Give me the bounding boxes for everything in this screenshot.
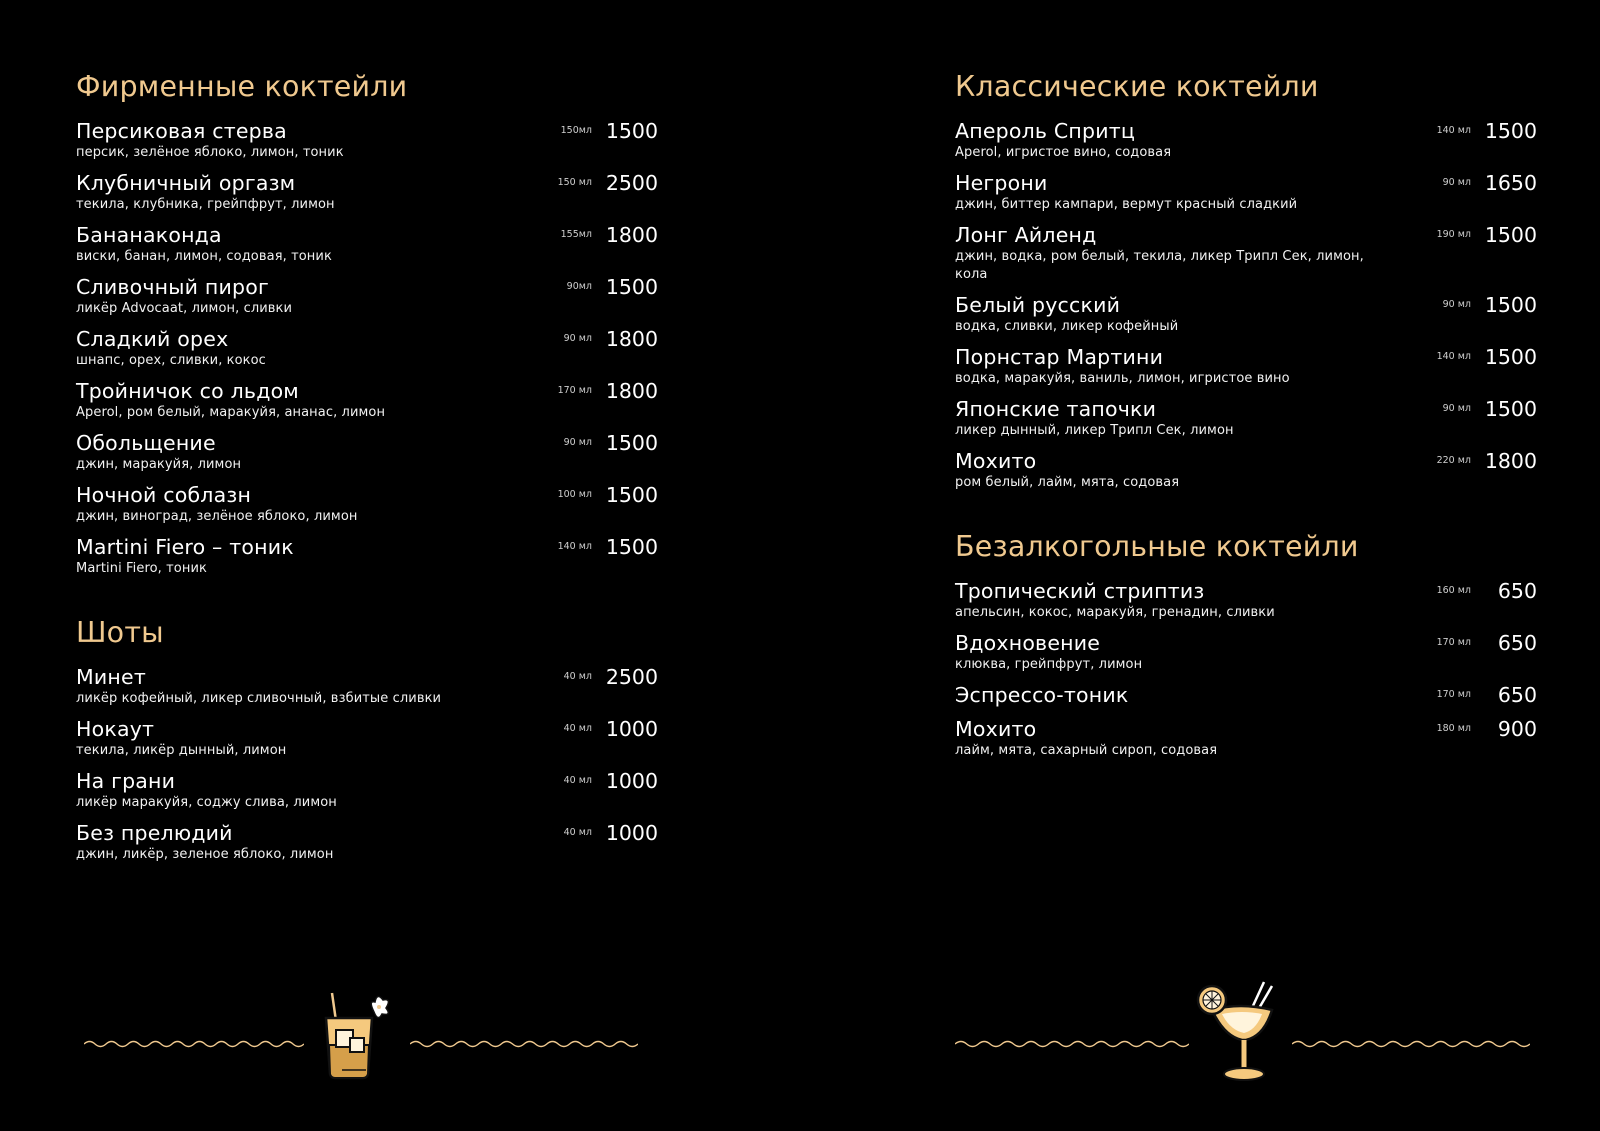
item-ingredients: ликёр маракуйя, соджу слива, лимон <box>76 795 337 811</box>
menu-item <box>955 397 1537 440</box>
menu-item <box>955 631 1537 674</box>
item-volume: 140 мл <box>557 541 592 553</box>
item-ingredients: джин, водка, ром белый, текила, ликер Трипл Сек, лимон, кола <box>955 249 1364 283</box>
item-price: 2500 <box>605 665 658 690</box>
item-ingredients: джин, биттер кампари, вермут красный сладкий <box>955 197 1298 213</box>
item-volume: 40 мл <box>563 775 592 787</box>
section-title-classic: Классические коктейли <box>955 70 1319 103</box>
item-volume: 40 мл <box>563 671 592 683</box>
item-price: 1500 <box>605 483 658 508</box>
item-price: 1800 <box>605 379 658 404</box>
item-volume: 40 мл <box>563 723 592 735</box>
item-ingredients: Martini Fiero, тоник <box>76 561 207 577</box>
item-name: Нокаут <box>76 717 155 742</box>
item-name: Сливочный пирог <box>76 275 269 300</box>
item-volume: 180 мл <box>1436 723 1471 735</box>
item-volume: 100 мл <box>557 489 592 501</box>
left-page <box>76 70 658 873</box>
section-title-signature: Фирменные коктейли <box>76 70 408 103</box>
whiskey-glass-icon <box>322 990 392 1080</box>
item-price: 2500 <box>605 171 658 196</box>
item-price: 900 <box>1497 717 1537 742</box>
item-name: Белый русский <box>955 293 1121 318</box>
item-ingredients: шнапс, орех, сливки, кокос <box>76 353 266 369</box>
item-volume: 90 мл <box>1442 403 1471 415</box>
item-volume: 160 мл <box>1436 585 1471 597</box>
menu-item <box>955 293 1537 336</box>
item-price: 1500 <box>1484 397 1537 422</box>
item-name: Сладкий орех <box>76 327 229 352</box>
item-volume: 170 мл <box>557 385 592 397</box>
item-name: Персиковая стерва <box>76 119 287 144</box>
wave-divider <box>1292 1038 1530 1050</box>
item-ingredients: виски, банан, лимон, содовая, тоник <box>76 249 332 265</box>
item-name: Обольщение <box>76 431 216 456</box>
item-volume: 140 мл <box>1436 351 1471 363</box>
item-name: Лонг Айленд <box>955 223 1097 248</box>
item-name: Вдохновение <box>955 631 1101 656</box>
menu-item <box>955 171 1537 214</box>
item-volume: 220 мл <box>1436 455 1471 467</box>
item-volume: 190 мл <box>1436 229 1471 241</box>
item-name: Негрони <box>955 171 1048 196</box>
item-ingredients: джин, виноград, зелёное яблоко, лимон <box>76 509 358 525</box>
menu-item <box>76 769 658 812</box>
shots-list <box>76 665 658 864</box>
item-ingredients: ликёр кофейный, ликер сливочный, взбитые сливки <box>76 691 442 707</box>
wave-divider <box>410 1038 638 1050</box>
menu-item <box>955 449 1537 492</box>
item-ingredients: персик, зелёное яблоко, лимон, тоник <box>76 145 344 161</box>
classic-list <box>955 119 1537 492</box>
item-name: Ночной соблазн <box>76 483 252 508</box>
item-price: 650 <box>1497 631 1537 656</box>
section-title-nonalcoholic: Безалкогольные коктейли <box>955 530 1359 564</box>
item-price: 1500 <box>1484 223 1537 248</box>
item-name: Без прелюдий <box>76 821 233 846</box>
item-price: 1000 <box>605 769 658 794</box>
menu-item <box>76 821 658 864</box>
item-name: Японские тапочки <box>955 397 1157 422</box>
item-ingredients: ром белый, лайм, мята, содовая <box>955 475 1180 491</box>
item-ingredients: апельсин, кокос, маракуйя, гренадин, сливки <box>955 605 1275 621</box>
section-title-shots: Шоты <box>76 616 164 650</box>
item-price: 1000 <box>605 717 658 742</box>
item-name: Мохито <box>955 449 1037 474</box>
menu-item <box>955 717 1537 760</box>
menu-item <box>76 483 658 526</box>
item-name: Порнстар Мартини <box>955 345 1164 370</box>
menu-item <box>76 327 658 370</box>
item-name: На грани <box>76 769 176 794</box>
item-volume: 90 мл <box>563 437 592 449</box>
item-ingredients: джин, ликёр, зеленое яблоко, лимон <box>76 847 334 863</box>
menu-item <box>76 379 658 422</box>
item-volume: 150мл <box>560 125 592 137</box>
menu-item <box>76 717 658 760</box>
item-ingredients: текила, ликёр дынный, лимон <box>76 743 287 759</box>
menu-item <box>955 223 1537 284</box>
item-ingredients: водка, сливки, ликер кофейный <box>955 319 1179 335</box>
item-volume: 40 мл <box>563 827 592 839</box>
item-ingredients: текила, клубника, грейпфрут, лимон <box>76 197 335 213</box>
item-name: Минет <box>76 665 146 690</box>
item-ingredients: лайм, мята, сахарный сироп, содовая <box>955 743 1218 759</box>
menu-item <box>955 345 1537 388</box>
item-volume: 90 мл <box>1442 299 1471 311</box>
item-price: 1800 <box>605 327 658 352</box>
signature-list <box>76 119 658 578</box>
item-volume: 90 мл <box>563 333 592 345</box>
item-name: Тропический стриптиз <box>955 579 1205 604</box>
item-ingredients: ликёр Advocaat, лимон, сливки <box>76 301 293 317</box>
menu-item <box>76 665 658 708</box>
item-price: 1500 <box>1484 345 1537 370</box>
item-volume: 150 мл <box>557 177 592 189</box>
item-ingredients: Aperol, игристое вино, содовая <box>955 145 1172 161</box>
item-ingredients: джин, маракуйя, лимон <box>76 457 242 473</box>
item-name: Апероль Спритц <box>955 119 1136 144</box>
item-name: Эспрессо-тоник <box>955 683 1129 708</box>
item-volume: 90мл <box>566 281 592 293</box>
item-price: 1650 <box>1484 171 1537 196</box>
item-price: 1500 <box>605 535 658 560</box>
item-price: 1800 <box>1484 449 1537 474</box>
wave-divider <box>84 1038 304 1050</box>
item-price: 1500 <box>1484 293 1537 318</box>
menu-item <box>955 683 1537 708</box>
menu-item <box>955 119 1537 162</box>
item-name: Martini Fiero – тоник <box>76 535 294 560</box>
item-name: Мохито <box>955 717 1037 742</box>
right-page <box>955 70 1537 769</box>
item-ingredients: водка, маракуйя, ваниль, лимон, игристое вино <box>955 371 1290 387</box>
menu-item <box>76 119 658 162</box>
item-volume: 90 мл <box>1442 177 1471 189</box>
menu-item <box>76 431 658 474</box>
item-volume: 170 мл <box>1436 689 1471 701</box>
item-name: Клубничный оргазм <box>76 171 296 196</box>
item-volume: 170 мл <box>1436 637 1471 649</box>
item-price: 1500 <box>1484 119 1537 144</box>
menu-item <box>955 579 1537 622</box>
item-volume: 155мл <box>560 229 592 241</box>
menu-item <box>76 223 658 266</box>
margarita-glass-icon <box>1194 978 1284 1088</box>
menu-item <box>76 535 658 578</box>
item-ingredients: клюква, грейпфрут, лимон <box>955 657 1143 673</box>
item-ingredients: Aperol, ром белый, маракуйя, ананас, лимон <box>76 405 386 421</box>
item-price: 650 <box>1497 683 1537 708</box>
item-price: 1500 <box>605 119 658 144</box>
item-name: Бананаконда <box>76 223 222 248</box>
item-price: 1500 <box>605 275 658 300</box>
menu-item <box>76 275 658 318</box>
item-price: 650 <box>1497 579 1537 604</box>
item-price: 1000 <box>605 821 658 846</box>
wave-divider <box>955 1038 1189 1050</box>
item-volume: 140 мл <box>1436 125 1471 137</box>
item-ingredients: ликер дынный, ликер Трипл Сек, лимон <box>955 423 1234 439</box>
item-name: Тройничок со льдом <box>76 379 299 404</box>
nonalcoholic-list <box>955 579 1537 760</box>
menu-item <box>76 171 658 214</box>
item-price: 1800 <box>605 223 658 248</box>
item-price: 1500 <box>605 431 658 456</box>
